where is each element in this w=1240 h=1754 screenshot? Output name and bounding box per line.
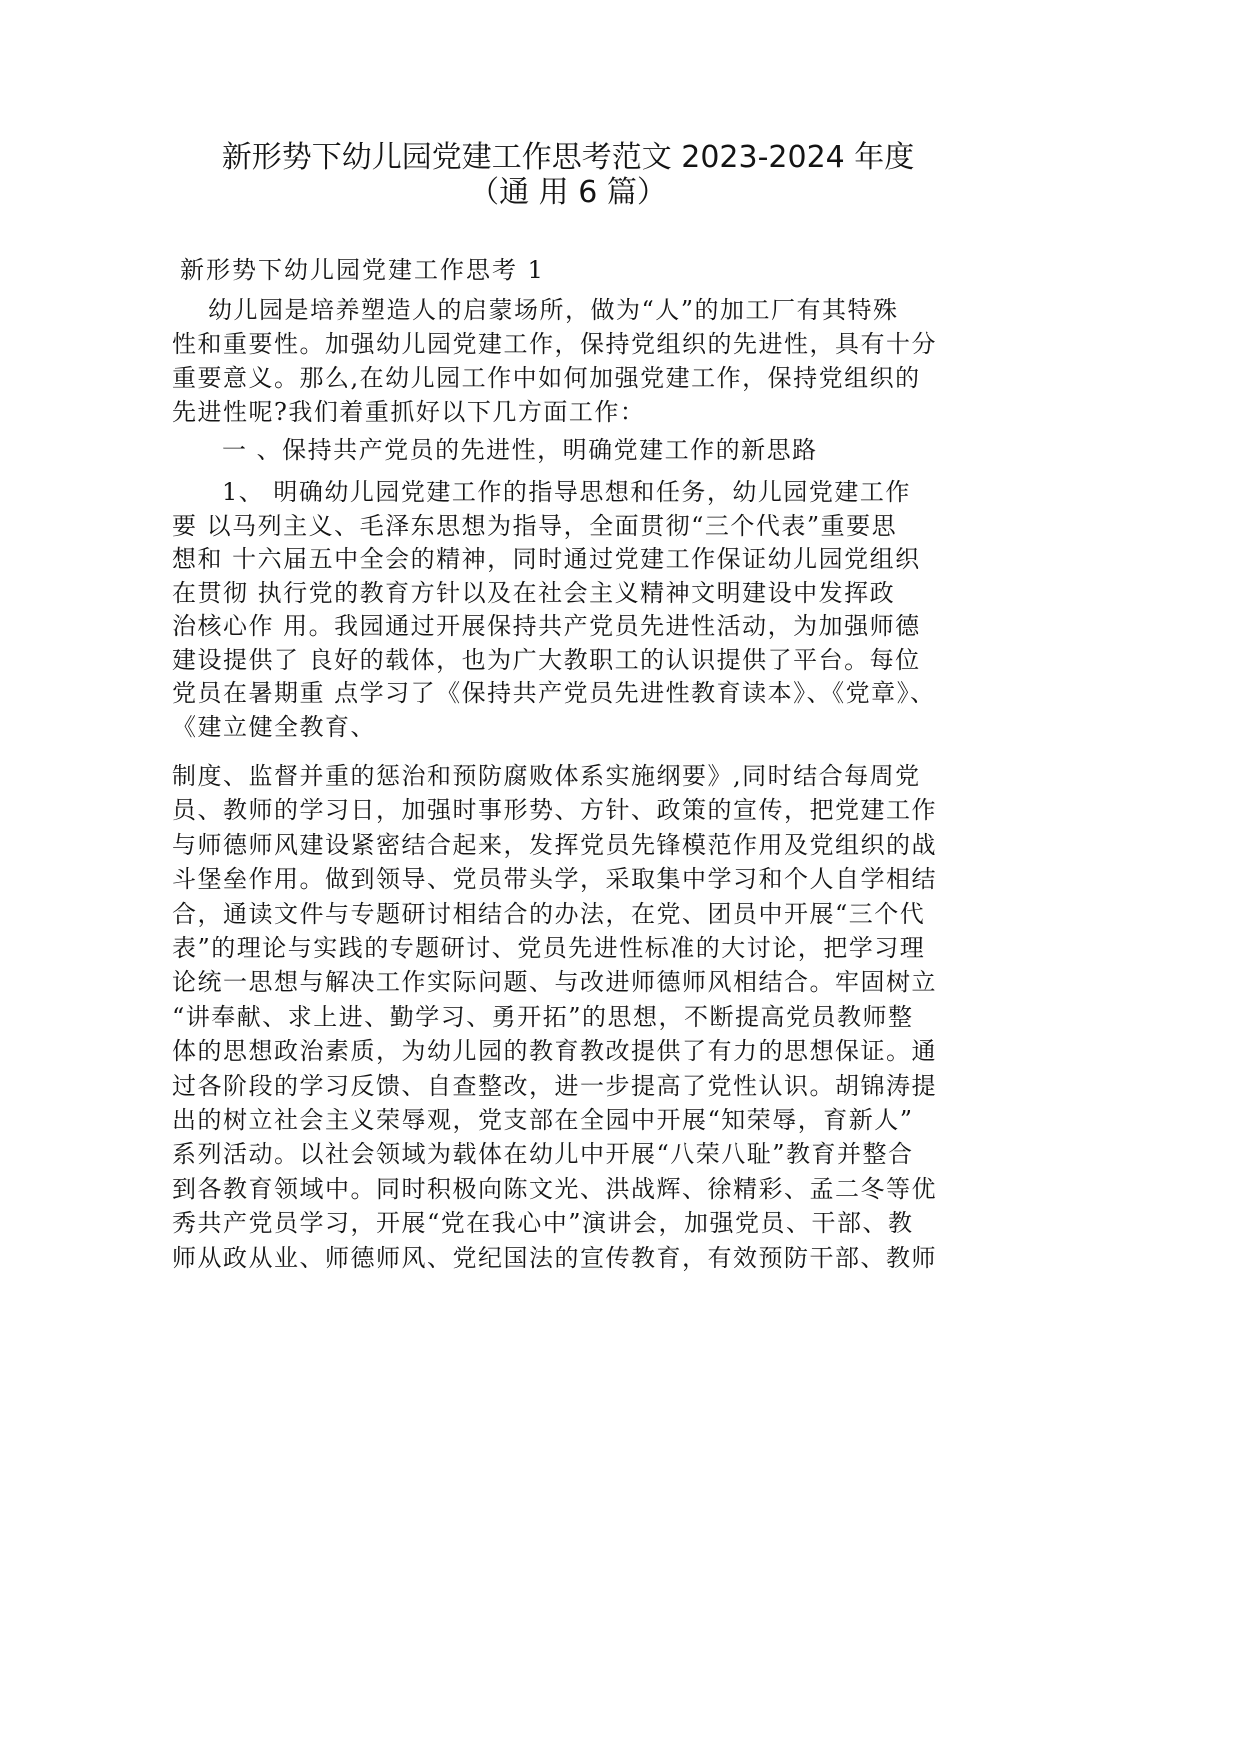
paragraph-line: 员、教师的学习日，加强时事形势、方针、政策的宣传，把党建工作 [172, 796, 937, 825]
paragraph-line: 在贯彻 执行党的教育方针以及在社会主义精神文明建设中发挥政 [172, 578, 896, 607]
document-title: 新形势下幼儿园党建工作思考范文 2023-2024 年度 [221, 140, 915, 175]
subheading [172, 433, 972, 467]
section-heading [180, 253, 980, 287]
subheading-text: 一 、保持共产党员的先进性，明确党建工作的新思路 [222, 436, 818, 464]
paragraph-line: 建设提供了 良好的载体，也为广大教职工的认识提供了平台。每位 [172, 645, 921, 674]
paragraph-2 [172, 476, 972, 744]
paragraph-line: 先进性呢?我们着重抓好以下几方面工作： [172, 398, 646, 426]
paragraph-line: 出的树立社会主义荣辱观，党支部在全园中开展“知荣辱，育新人” [172, 1106, 914, 1135]
section-heading-text: 新形势下幼儿园党建工作思考 1 [180, 256, 545, 284]
paragraph-line: 制度、监督并重的惩治和预防腐败体系实施纲要》,同时结合每周党 [172, 762, 921, 790]
paragraph-3 [172, 759, 972, 1275]
paragraph-line: 师从政从业、师德师风、党纪国法的宣传教育，有效预防干部、教师 [172, 1243, 937, 1272]
paragraph-1 [172, 293, 972, 429]
paragraph-line: 幼儿园是培养塑造人的启蒙场所，做为“人”的加工厂有其特殊 [208, 296, 899, 324]
document-subtitle: （通 用 6 篇） [469, 175, 667, 210]
paragraph-line: 秀共产党员学习，开展“党在我心中”演讲会，加强党员、干部、教 [172, 1209, 914, 1238]
paragraph-line: “讲奉献、求上进、勤学习、勇开拓”的思想，不断提高党员教师整 [172, 1002, 914, 1031]
paragraph-line: 想和 十六届五中全会的精神，同时通过党建工作保证幼儿园党组织 [172, 545, 921, 573]
paragraph-line: 性和重要性。加强幼儿园党建工作，保持党组织的先进性，具有十分 [172, 330, 937, 358]
paragraph-line: 斗堡垒作用。做到领导、党员带头学，采取集中学习和个人自学相结 [172, 865, 937, 894]
paragraph-line: 治核心作 用。我园通过开展保持共产党员先进性活动，为加强师德 [172, 612, 921, 640]
paragraph-line: 《建立健全教育、 [172, 712, 376, 741]
paragraph-line: 表”的理论与实践的专题研讨、党员先进性标准的大讨论，把学习理 [172, 934, 926, 963]
paragraph-line: 1、 明确幼儿园党建工作的指导思想和任务，幼儿园党建工作 [222, 478, 911, 506]
paragraph-line: 与师德师风建设紧密结合起来，发挥党员先锋模范作用及党组织的战 [172, 830, 937, 859]
paragraph-line: 党员在暑期重 点学习了《保持共产党员先进性教育读本》、《党章》、 [172, 679, 936, 707]
paragraph-line: 要 以马列主义、毛泽东思想为指导，全面贯彻“三个代表”重要思 [172, 511, 898, 540]
paragraph-line: 到各教育领域中。同时积极向陈文光、洪战辉、徐精彩、孟二冬等优 [172, 1174, 937, 1203]
paragraph-line: 系列活动。以社会领域为载体在幼儿中开展“八荣八耻”教育并整合 [172, 1140, 914, 1169]
paragraph-line: 重要意义。那么,在幼儿园工作中如何加强党建工作，保持党组织的 [172, 364, 921, 392]
paragraph-line: 合，通读文件与专题研讨相结合的办法，在党、团员中开展“三个代 [172, 899, 926, 928]
paragraph-line: 过各阶段的学习反馈、自查整改，进一步提高了党性认识。胡锦涛提 [172, 1071, 937, 1100]
paragraph-line: 论统一思想与解决工作实际问题、与改进师德师风相结合。牢固树立 [172, 968, 937, 997]
paragraph-line: 体的思想政治素质，为幼儿园的教育教改提供了有力的思想保证。通 [172, 1037, 937, 1066]
